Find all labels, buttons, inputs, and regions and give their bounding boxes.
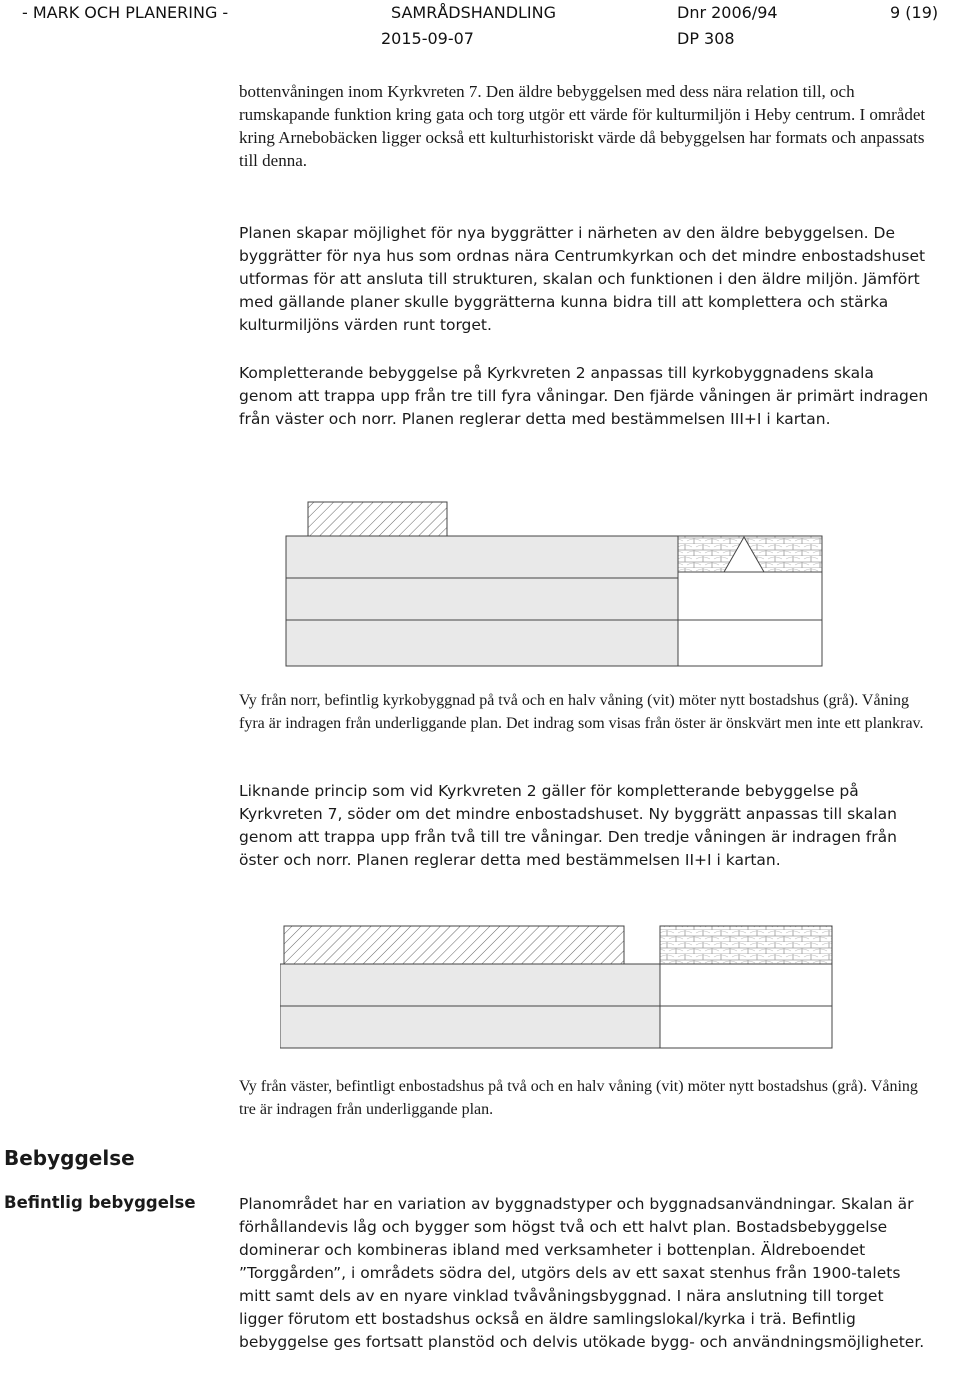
header-dp: DP 308 bbox=[677, 29, 735, 48]
figure-caption-west: Vy från väster, befintligt enbostadshus på två och en halv våning (vit) möter nytt bostadshus (grå). Våning tre är indragen från underliggande plan. bbox=[239, 1078, 918, 1118]
existing-church-body bbox=[678, 572, 822, 666]
paragraph-existing-buildings: Planområdet har en variation av byggnadstyper och byggnadsanvändningar. Skalan är förhållandevis låg och bygger som högst två och ett halvt plan. Bostadsbebyggelse dominerar och kombineras ibland med verksamheter i bottenplan. Äldreboendet ”Torggården”, i områdets södra del, utgörs dels av ett saxat stenhus från 1900-talets mitt samt dels av en nyare vinklad tvåvåningsbyggnad. I nära anslutning till torget ligger förutom ett bostadshus också en äldre samlingslokal/kyrka i trä. Befintlig bebyggelse ges fortsatt planstöd och delvis utökade bygg- och användningsmöjligheter. bbox=[239, 1195, 925, 1351]
elevation-west-figure bbox=[280, 918, 840, 1058]
header-page-number: 9 (19) bbox=[890, 3, 939, 22]
header-date: 2015-09-07 bbox=[381, 29, 474, 48]
paragraph-kyrkvreten-7: Liknande princip som vid Kyrkvreten 2 gäller för kompletterande bebyggelse på Kyrkvreten 7, söder om det mindre enbostadshuset. Ny byggrätt anpassas till skalan genom att trappa upp från två till tre våningar. Den tredje våningen är indragen från öster och norr. Planen reglerar detta med bestämmelsen II+I i kartan. bbox=[239, 782, 897, 869]
existing-house-roof bbox=[660, 926, 832, 964]
page-header bbox=[0, 0, 960, 60]
elevation-north-figure bbox=[280, 496, 830, 676]
section-title: Bebyggelse bbox=[4, 1146, 135, 1170]
paragraph-cultural-value: bottenvåningen inom Kyrkvreten 7. Den äldre bebyggelsen med dess nära relation till, och rumskapande funktion kring gata och torg utgör ett värde för kulturmiljön i Heby centrum. I området kring Arnebobäcken ligger också ett kulturhistoriskt värde då bebyggelsen har formats och anpassats till denna. bbox=[239, 82, 926, 170]
paragraph-kyrkvreten-2: Kompletterande bebyggelse på Kyrkvreten 2 anpassas till kyrkobyggnadens skala genom att trappa upp från tre till fyra våningar. Den fjärde våningen är primärt indragen från väster och norr. Planen reglerar detta med bestämmelsen III+I i kartan. bbox=[239, 364, 929, 428]
header-dnr: Dnr 2006/94 bbox=[677, 3, 778, 22]
subsection-title: Befintlig bebyggelse bbox=[4, 1193, 196, 1212]
figure-caption-north: Vy från norr, befintlig kyrkobyggnad på två och en halv våning (vit) möter nytt bostadshus (grå). Våning fyra är indragen från underliggande plan. Det indrag som visas från öster är önskvärt men inte ett plankrav. bbox=[239, 692, 924, 732]
new-building-top-floor bbox=[284, 926, 624, 964]
header-doc-type: SAMRÅDSHANDLING bbox=[391, 3, 557, 22]
header-section: - MARK OCH PLANERING - bbox=[22, 3, 229, 22]
new-building-floors bbox=[286, 536, 678, 666]
new-building-top-floor bbox=[308, 502, 447, 536]
paragraph-new-building-rights: Planen skapar möjlighet för nya byggrätter i närheten av den äldre bebyggelsen. De byggrätter för nya hus som ordnas nära Centrumkyrkan och det mindre enbostadshuset utformas för att ansluta till strukturen, skalan och funktionen i den äldre miljön. Jämfört med gällande planer skulle byggrätterna kunna bidra till att komplettera och stärka kulturmiljöns värden runt torget. bbox=[239, 224, 926, 334]
